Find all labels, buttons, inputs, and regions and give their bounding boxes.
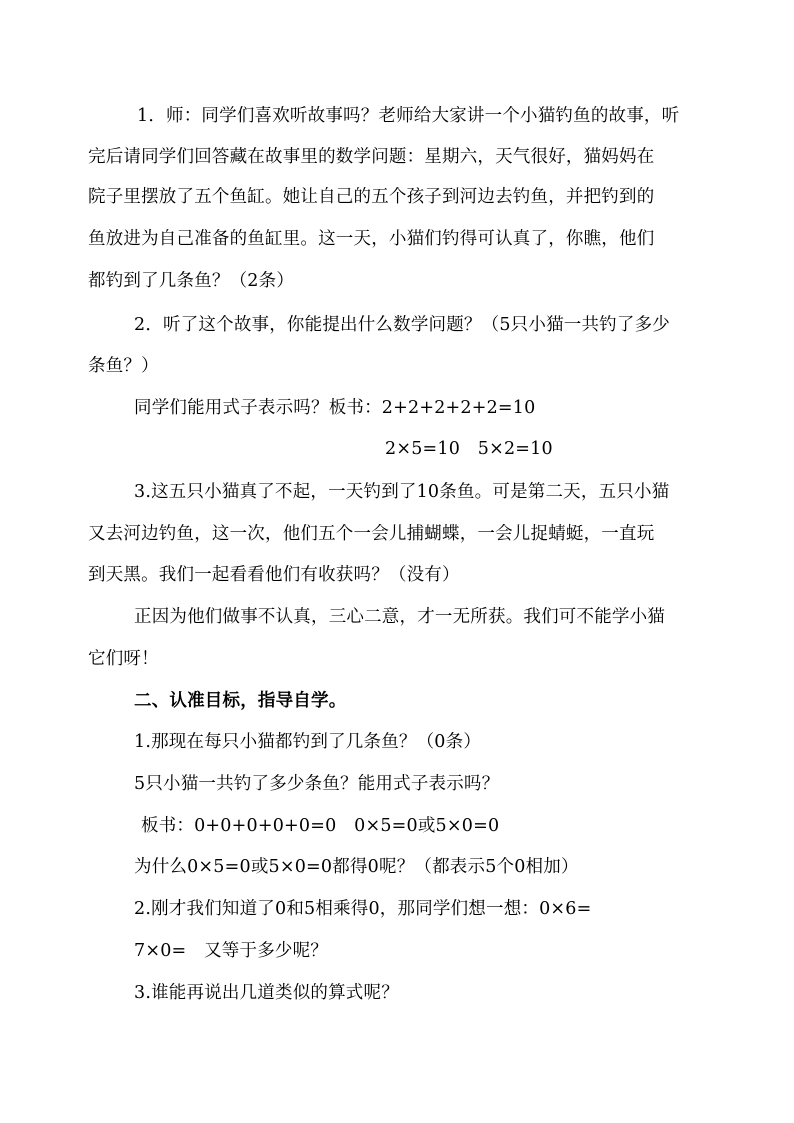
- paragraph-5-line-1: 正因为他们做事不认真，三心二意，才一无所获。我们可不能学小猫: [134, 607, 665, 627]
- paragraph-2-line-1: 2．听了这个故事，你能提出什么数学问题？（5只小猫一共钓了多少: [134, 315, 670, 335]
- section-heading: 二、认准目标，指导自学。: [134, 691, 347, 711]
- paragraph-2-line-2: 条鱼？）: [88, 356, 159, 376]
- paragraph-7-line-1: 5只小猫一共钓了多少条鱼？能用式子表示吗？: [134, 774, 500, 794]
- paragraph-1-line-4: 鱼放进为自己准备的鱼缸里。这一天，小猫们钓得可认真了，你瞧，他们: [88, 229, 655, 249]
- paragraph-10-line-1: 2.刚才我们知道了0和5相乘得0，那同学们想一想：0×6=: [134, 899, 592, 919]
- paragraph-4-line-3: 到天黑。我们一起看看他们有收获吗？（没有）: [88, 565, 460, 585]
- paragraph-8-line-1: 板书：0+0+0+0+0=0 0×5=0或5×0=0: [141, 816, 500, 836]
- paragraph-1-line-5: 都钓到了几条鱼？（2条）: [88, 271, 295, 291]
- paragraph-3-line-2: 2×5=10 5×2=10: [385, 439, 553, 459]
- paragraph-9-line-1: 为什么0×5=0或5×0=0都得0呢？（都表示5个0相加）: [134, 857, 579, 877]
- paragraph-6-line-1: 1.那现在每只小猫都钓到了几条鱼？（0条）: [134, 732, 482, 752]
- paragraph-10-line-2: 7×0= 又等于多少呢？: [134, 941, 328, 961]
- paragraph-4-line-2: 又去河边钓鱼，这一次，他们五个一会儿捕蝴蝶，一会儿捉蜻蜓，一直玩: [88, 524, 655, 544]
- paragraph-3-line-1: 同学们能用式子表示吗？板书：2+2+2+2+2=10: [134, 398, 536, 418]
- paragraph-5-line-2: 它们呀！: [88, 649, 159, 669]
- paragraph-4-line-1: 3.这五只小猫真了不起，一天钓到了10条鱼。可是第二天，五只小猫: [134, 482, 670, 502]
- paragraph-1-line-3: 院子里摆放了五个鱼缸。她让自己的五个孩子到河边去钓鱼，并把钓到的: [88, 187, 655, 207]
- paragraph-11-line-1: 3.谁能再说出几道类似的算式呢？: [134, 983, 399, 1003]
- paragraph-1-line-1: 1．师：同学们喜欢听故事吗？老师给大家讲一个小猫钓鱼的故事，听: [137, 106, 680, 126]
- paragraph-1-line-2: 完后请同学们回答藏在故事里的数学问题：星期六，天气很好，猫妈妈在: [88, 147, 655, 167]
